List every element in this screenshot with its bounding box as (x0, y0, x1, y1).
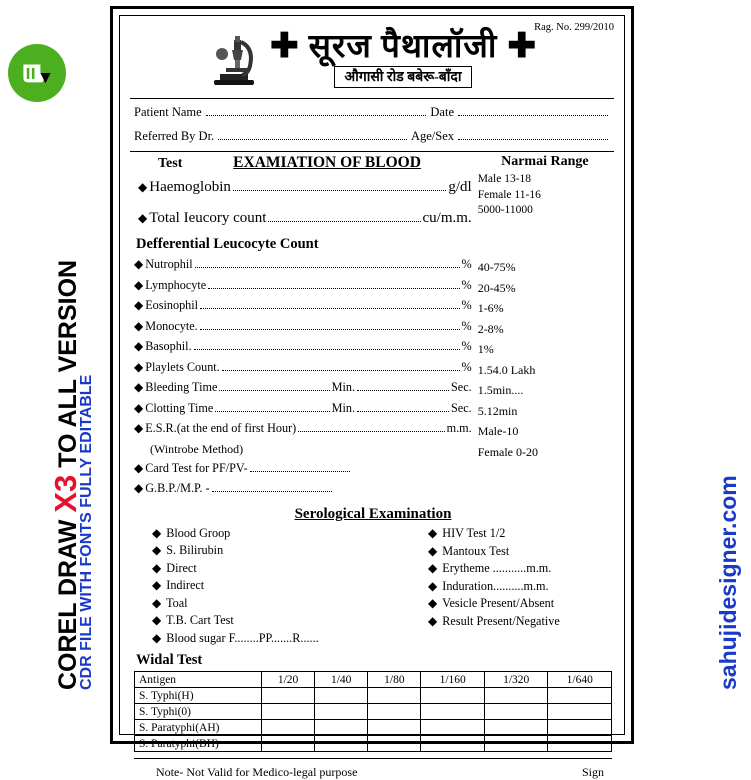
row-platelets-unit: % (461, 359, 472, 374)
row-basophil (134, 339, 472, 360)
bullet-diamond-icon: ◆ (152, 578, 162, 592)
row-nutrophil (134, 257, 472, 278)
bullet-diamond-icon: ◆ (152, 595, 162, 610)
widal-cell[interactable] (315, 688, 368, 704)
widal-cell[interactable] (421, 704, 485, 720)
logo-bird-icon (20, 56, 54, 90)
serological-title: Serological Examination (294, 505, 452, 522)
widal-test-title: Widal Test (136, 652, 203, 668)
normal-monocyte: 2-8% (477, 321, 504, 336)
bullet-diamond-icon: ◆ (152, 525, 162, 540)
bullet-diamond-icon: ◆ (428, 578, 438, 593)
test-haemoglobin-unit: g/dl (448, 179, 472, 195)
row-monocyte-label: Monocyte. (145, 318, 198, 333)
report-inner-frame (119, 15, 625, 779)
sero-item-blood-sugar-label: Blood sugar F........PP.......R...... (166, 630, 319, 645)
bullet-diamond-icon: ◆ (152, 560, 162, 575)
sero-item-result (428, 614, 612, 632)
bullet-diamond-icon: ◆ (138, 180, 148, 194)
referred-by-row (130, 123, 614, 147)
lab-address: औगासी रोड बबेरू-बाँदा (334, 66, 473, 88)
normal-basophil: 1% (477, 342, 494, 356)
widal-cell[interactable] (315, 720, 368, 736)
microscope-icon (208, 30, 260, 88)
test-haemoglobin-value[interactable] (233, 181, 446, 191)
serological-right-list (428, 526, 612, 649)
sero-item-induration-label: Induration..........m.m. (442, 578, 549, 593)
primary-tests (134, 172, 472, 227)
patient-name-row (130, 99, 614, 123)
row-bleeding-time-sec-value[interactable] (357, 381, 449, 391)
normal-clotting-time: 5.12min (477, 403, 518, 418)
widal-header-1-640: 1/640 (548, 672, 612, 688)
row-monocyte (134, 319, 472, 340)
sero-item-total-label: Toal (166, 595, 188, 610)
sero-item-hiv (428, 526, 612, 544)
left-promo-band (0, 0, 108, 751)
row-basophil-label: Basophil. (145, 339, 192, 353)
row-card-test-value[interactable] (250, 462, 350, 472)
footer-note: Note- Not Valid for Medico-legal purpose (156, 765, 358, 779)
row-gbp-mp-label: G.B.P./M.P. - (145, 481, 210, 495)
bullet-diamond-icon: ◆ (134, 359, 144, 374)
bullet-diamond-icon: ◆ (428, 543, 438, 558)
widal-cell[interactable] (262, 704, 315, 720)
row-lymphocyte-value[interactable] (208, 279, 459, 289)
normal-esr-female: Female 0-20 (477, 444, 539, 459)
cross-icon-right: ✚ (507, 27, 536, 65)
bullet-diamond-icon: ◆ (428, 525, 438, 540)
row-platelets-value[interactable] (222, 361, 460, 371)
widal-header-1-80: 1/80 (368, 672, 421, 688)
widal-header-1-160: 1/160 (421, 672, 485, 688)
row-platelets (134, 360, 472, 381)
sero-item-indirect-label: Indirect (166, 578, 205, 592)
test-haemoglobin-label: Haemoglobin (149, 179, 231, 195)
row-esr-value[interactable] (298, 422, 444, 432)
row-basophil-unit: % (461, 339, 472, 353)
row-clotting-time-label: Clotting Time (145, 400, 214, 415)
designer-logo (8, 44, 66, 102)
widal-cell[interactable] (548, 688, 612, 704)
row-bleeding-time-sec-unit: Sec. (451, 380, 472, 394)
row-bleeding-time-min-value[interactable] (219, 381, 329, 391)
widal-cell[interactable] (315, 736, 368, 752)
normal-lymphocyte: 20-45% (477, 280, 516, 295)
sero-item-vesicle (428, 596, 612, 614)
sero-item-total (152, 596, 428, 614)
bullet-diamond-icon: ◆ (152, 613, 162, 627)
widal-cell[interactable] (548, 720, 612, 736)
row-eosinophil-value[interactable] (200, 299, 459, 309)
sero-item-direct-label: Direct (166, 560, 197, 575)
sero-item-blood-group-label: Blood Groop (166, 525, 231, 540)
right-promo-band (693, 0, 751, 751)
test-total-leucocyte-unit: cu/m.m. (422, 210, 472, 226)
table-row (135, 704, 612, 720)
patient-name-label: Patient Name (134, 105, 202, 119)
bullet-diamond-icon: ◆ (134, 339, 144, 353)
row-clotting-time-sec-unit: Sec. (451, 400, 472, 415)
normal-nutrophil: 40-75% (477, 260, 516, 274)
bullet-diamond-icon: ◆ (134, 380, 144, 394)
promo-main-suffix: TO ALL VERSION (54, 259, 82, 475)
bullet-diamond-icon: ◆ (138, 211, 148, 225)
exam-heading-right (472, 154, 612, 172)
widal-cell[interactable] (262, 720, 315, 736)
row-card-test (134, 461, 472, 482)
cross-icon-left: ✚ (270, 27, 299, 65)
lab-title-row (270, 27, 536, 65)
widal-cell[interactable] (262, 736, 315, 752)
normal-range-title: Narmai Range (501, 154, 589, 169)
range-line-female-hb: Female 11-16 (477, 188, 541, 201)
table-row (135, 720, 612, 736)
bullet-diamond-icon: ◆ (134, 318, 144, 333)
table-header-row (135, 672, 612, 688)
lab-report-sheet (110, 6, 634, 779)
test-column-label: Test (158, 156, 183, 171)
widal-row-typhi-h-label: S. Typhi(H) (135, 688, 262, 704)
widal-cell[interactable] (315, 704, 368, 720)
signature-label: Sign (581, 765, 604, 779)
widal-cell[interactable] (548, 736, 612, 752)
row-gbp-mp-value[interactable] (212, 482, 332, 492)
patient-name-input[interactable] (206, 105, 427, 116)
widal-cell[interactable] (421, 720, 485, 736)
test-total-leucocyte (138, 210, 472, 227)
widal-cell[interactable] (368, 688, 421, 704)
sero-item-indirect (152, 578, 428, 596)
bullet-diamond-icon: ◆ (134, 277, 144, 292)
report-body (130, 152, 614, 780)
differential-section (134, 257, 612, 502)
sero-item-mantoux-label: Mantoux Test (442, 543, 510, 558)
bullet-diamond-icon: ◆ (134, 481, 144, 495)
bullet-diamond-icon: ◆ (134, 421, 144, 435)
normal-eosinophil: 1-6% (477, 301, 504, 315)
widal-cell[interactable] (421, 688, 485, 704)
bullet-diamond-icon: ◆ (134, 298, 144, 312)
row-nutrophil-value[interactable] (195, 258, 460, 268)
row-clotting-time-min-unit: Min. (331, 400, 356, 415)
row-esr (134, 421, 472, 442)
widal-row-typhi-o-label: S. Typhi(0) (135, 704, 262, 720)
widal-header-antigen: Antigen (135, 672, 262, 688)
normal-range-values (472, 172, 612, 227)
widal-cell[interactable] (262, 688, 315, 704)
widal-cell[interactable] (368, 736, 421, 752)
row-nutrophil-unit: % (461, 257, 472, 271)
row-monocyte-unit: % (461, 318, 472, 333)
referred-by-input[interactable] (218, 129, 407, 140)
bullet-diamond-icon: ◆ (428, 561, 438, 575)
age-sex-input[interactable] (458, 129, 608, 140)
bullet-diamond-icon: ◆ (134, 257, 144, 271)
promo-main-red: X3 (48, 474, 83, 513)
row-gbp-mp (134, 481, 472, 502)
exam-heading-row (134, 154, 612, 172)
exam-title: EXAMIATION OF BLOOD (233, 154, 421, 171)
row-platelets-label: Playlets Count. (145, 359, 220, 374)
row-lymphocyte (134, 278, 472, 299)
bullet-diamond-icon: ◆ (152, 543, 162, 557)
esr-method-note: (Wintrobe Method) (150, 441, 244, 456)
test-total-leucocyte-value[interactable] (268, 212, 420, 222)
sero-item-tb-cart-test-label: T.B. Cart Test (166, 613, 234, 627)
row-clotting-time-min-value[interactable] (215, 402, 329, 412)
age-sex-label: Age/Sex (410, 129, 454, 143)
sero-item-result-label: Result Present/Negative (442, 613, 560, 628)
serological-left-list (134, 526, 428, 649)
range-line-tlc: 5000-11000 (477, 204, 533, 217)
widal-cell[interactable] (368, 720, 421, 736)
row-clotting-time (134, 401, 472, 422)
table-row (135, 688, 612, 704)
widal-cell[interactable] (548, 704, 612, 720)
sero-item-vesicle-label: Vesicle Present/Absent (442, 596, 555, 610)
row-lymphocyte-label: Lymphocyte (145, 277, 207, 292)
widal-row-paratyphi-bh-label: S. Paratyphi(BH) (135, 736, 262, 752)
widal-cell[interactable] (484, 736, 548, 752)
exam-heading-left (134, 154, 472, 172)
sero-item-tb-cart-test (152, 613, 428, 631)
referred-by-label: Referred By Dr. (134, 129, 215, 143)
test-haemoglobin (138, 179, 472, 196)
row-nutrophil-label: Nutrophil (145, 257, 193, 271)
row-lymphocyte-unit: % (461, 277, 472, 292)
sero-item-blood-group (152, 526, 428, 544)
row-bleeding-time-label: Bleeding Time (145, 380, 218, 394)
range-line-male-hb: Male 13-18 (477, 173, 532, 185)
sero-item-blood-sugar (152, 631, 428, 649)
normal-bleeding-time: 1.5min.... (477, 383, 524, 397)
test-total-leucocyte-label: Total Ieucory count (149, 210, 267, 226)
widal-cell[interactable] (484, 720, 548, 736)
widal-cell[interactable] (484, 704, 548, 720)
widal-header-1-40: 1/40 (315, 672, 368, 688)
sero-item-erytheme-label: Erytheme ...........m.m. (442, 561, 552, 575)
date-label: Date (430, 105, 454, 119)
bullet-diamond-icon: ◆ (152, 630, 162, 645)
widal-cell[interactable] (484, 688, 548, 704)
widal-cell[interactable] (421, 736, 485, 752)
bullet-diamond-icon: ◆ (428, 613, 438, 628)
report-footer (134, 758, 612, 780)
bullet-diamond-icon: ◆ (428, 596, 438, 610)
row-eosinophil-unit: % (461, 298, 472, 312)
website-name: sahujidesigner.com (715, 475, 741, 690)
row-bleeding-time (134, 380, 472, 401)
row-eosinophil-label: Eosinophil (145, 298, 199, 312)
widal-test-table (134, 671, 612, 752)
sero-item-bilirubin (152, 543, 428, 561)
differential-normal-values (472, 257, 612, 502)
row-card-test-label: Card Test for PF/PV- (145, 460, 248, 475)
row-eosinophil (134, 298, 472, 319)
sero-item-erytheme (428, 561, 612, 579)
bullet-diamond-icon: ◆ (134, 460, 144, 475)
row-monocyte-value[interactable] (200, 320, 460, 330)
row-esr-unit: m.m. (446, 421, 472, 435)
promo-sub-text: CDR FILE WITH FONTS FULLY EDITABLE (78, 374, 95, 690)
date-input[interactable] (458, 105, 608, 116)
row-basophil-value[interactable] (194, 340, 460, 350)
widal-row-paratyphi-ah-label: S. Paratyphi(AH) (135, 720, 262, 736)
widal-cell[interactable] (368, 704, 421, 720)
widal-header-1-20: 1/20 (262, 672, 315, 688)
lab-name: सूरज पैथालॉजी (308, 28, 498, 65)
serological-lists (134, 526, 612, 649)
row-clotting-time-sec-value[interactable] (357, 402, 449, 412)
promo-main-prefix: COREL DRAW (54, 512, 82, 690)
widal-header-1-320: 1/320 (484, 672, 548, 688)
sero-item-hiv-label: HIV Test 1/2 (442, 525, 506, 540)
normal-platelets: 1.54.0 Lakh (477, 362, 536, 377)
table-row (135, 736, 612, 752)
sero-item-mantoux (428, 544, 612, 562)
differential-rows (134, 257, 472, 502)
differential-count-title: Defferential Leucocyte Count (136, 236, 319, 252)
registration-number: Rag. No. 299/2010 (534, 22, 614, 33)
row-esr-label: E.S.R.(at the end of first Hour) (145, 421, 297, 435)
lab-title-block (270, 27, 536, 89)
sero-item-induration (428, 579, 612, 597)
normal-esr-male: Male-10 (477, 424, 519, 438)
bullet-diamond-icon: ◆ (134, 400, 144, 415)
primary-tests-row (134, 172, 612, 227)
sero-item-direct (152, 561, 428, 579)
row-bleeding-time-min-unit: Min. (331, 380, 356, 394)
sero-item-bilirubin-label: S. Bilirubin (166, 543, 224, 557)
